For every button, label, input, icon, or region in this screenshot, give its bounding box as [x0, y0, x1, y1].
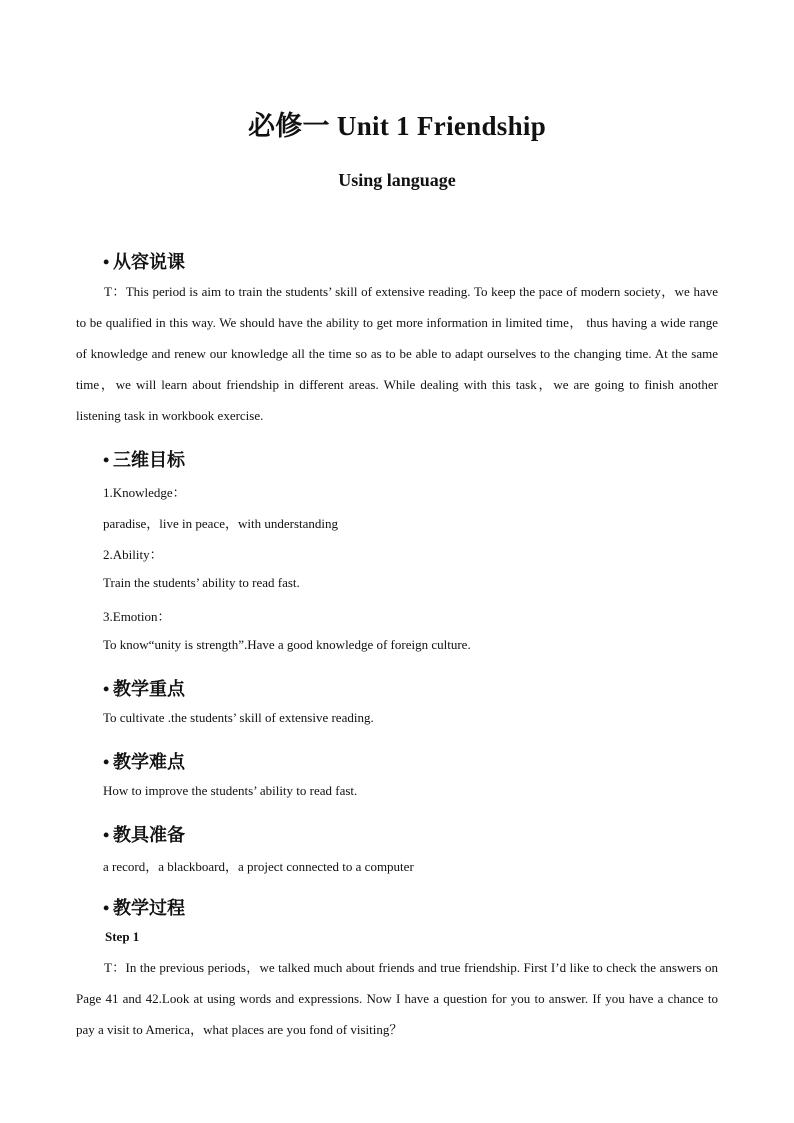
section-heading-key-points	[103, 675, 185, 701]
bullet-icon: •	[103, 252, 110, 272]
intro-paragraph: T：This period is aim to train the students’ skill of extensive reading. To keep the pace of modern society，we have to be qualified in this way. We should have the ability to get more information in limited time， thus having a wide range of knowledge and renew our knowledge all the time so as to be able to adapt ourselves to the changing time. At the same time，we will learn about friendship in different areas. While dealing with this task，we are going to finish another listening task in workbook exercise.	[76, 284, 718, 423]
section-heading-text: 教学过程	[113, 898, 185, 919]
section-heading-materials	[103, 821, 185, 847]
materials-text: a record，a blackboard，a project connected to a computer	[103, 859, 414, 874]
bullet-icon: •	[103, 450, 110, 470]
objective-emotion-label: 3.Emotion：	[103, 609, 171, 624]
difficulties-text: How to improve the students’ ability to read fast.	[103, 783, 358, 798]
objective-emotion-text: To know“unity is strength”.Have a good knowledge of foreign culture.	[103, 637, 471, 652]
section-heading-text: 从容说课	[113, 252, 185, 273]
objective-ability-label: 2.Ability：	[103, 547, 163, 562]
document-title: 必修一 Unit 1 Friendship	[247, 111, 547, 141]
document-subtitle: Using language	[338, 170, 456, 190]
objective-knowledge-label: 1.Knowledge：	[103, 485, 186, 500]
step-1-label: Step 1	[105, 929, 140, 944]
section-heading-text: 教学难点	[113, 752, 185, 773]
bullet-icon: •	[103, 679, 110, 699]
process-step-1-paragraph: T：In the previous periods，we talked much about friends and true friendship. First I’d like to check the answers on Page 41 and 42.Look at using words and expressions. Now I have a question for you to answer. If you have a chance to pay a visit to America，what places are you fond of visiting？	[76, 960, 718, 1037]
section-heading-text: 三维目标	[113, 450, 185, 471]
section-heading-objectives	[103, 446, 185, 472]
section-heading-text: 教具准备	[113, 825, 185, 846]
bullet-icon: •	[103, 898, 110, 918]
objective-ability-text: Train the students’ ability to read fast.	[103, 575, 300, 590]
section-heading-process	[103, 894, 185, 920]
objective-knowledge-text: paradise，live in peace，with understanding	[103, 516, 339, 531]
section-heading-difficulties	[103, 748, 185, 774]
bullet-icon: •	[103, 752, 110, 772]
section-heading-intro	[103, 248, 185, 274]
bullet-icon: •	[103, 825, 110, 845]
key-points-text: To cultivate .the students’ skill of extensive reading.	[103, 710, 374, 725]
section-heading-text: 教学重点	[113, 679, 185, 700]
